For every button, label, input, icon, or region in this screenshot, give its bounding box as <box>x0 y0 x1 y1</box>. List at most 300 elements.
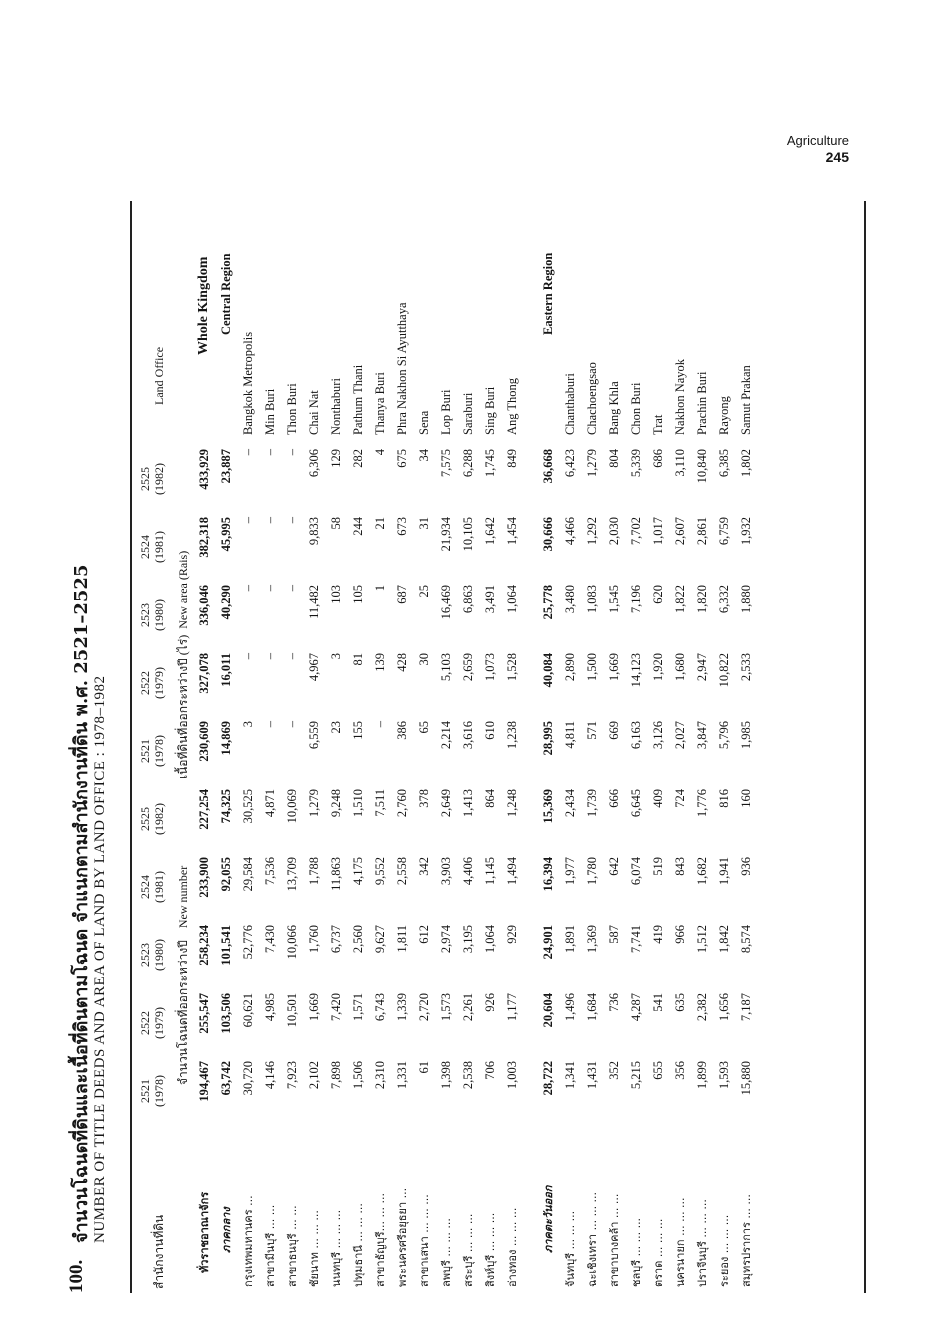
group-number-en: New number <box>176 865 190 929</box>
area-cell: 1,802 <box>738 449 753 478</box>
title-english: NUMBER OF TITLE DEEDS AND AREA OF LAND BY LAND OFFICE : 1978–1982 <box>92 675 108 1243</box>
area-cell: 3,110 <box>672 449 687 477</box>
deed-number-cell: 1,669 <box>306 993 321 1022</box>
deed-number-cell: 9,248 <box>328 789 343 818</box>
area-cell: 7,702 <box>628 517 643 546</box>
area-cell: 1,238 <box>504 721 519 750</box>
land-office-th: นนทบุรี ... ... ... <box>330 1209 343 1287</box>
deed-number-cell: 1,510 <box>350 789 365 818</box>
deed-number-cell: 1,571 <box>350 993 365 1022</box>
land-office-en: Ang Thong <box>504 377 519 435</box>
area-cell: – <box>262 653 277 660</box>
area-cell: 10,840 <box>694 449 709 484</box>
deed-number-cell: 1,398 <box>438 1061 453 1090</box>
deed-number-cell: 6,074 <box>628 857 643 886</box>
land-office-th: สาขาธนบุรี ... ... <box>286 1205 299 1287</box>
land-office-th: ภาคตะวันออก <box>542 1185 555 1253</box>
table-row <box>559 201 581 1293</box>
area-cell: 1,017 <box>650 517 665 546</box>
land-office-en: Chai Nat <box>306 390 321 435</box>
deed-number-cell: 1,656 <box>716 993 731 1022</box>
land-office-en: Nonthaburi <box>328 378 343 435</box>
header-year: 2523 (1980) <box>138 599 166 631</box>
area-cell: 6,163 <box>628 721 643 750</box>
deed-number-cell: 101,541 <box>218 925 233 966</box>
deed-number-cell: 258,234 <box>196 925 211 966</box>
area-cell: 5,339 <box>628 449 643 478</box>
deed-number-cell: 419 <box>650 925 665 944</box>
area-cell: 7,196 <box>628 585 643 614</box>
area-cell: 30 <box>416 653 431 666</box>
header-year: 2524 (1981) <box>138 871 166 903</box>
area-cell: 11,482 <box>306 585 321 619</box>
area-cell: 675 <box>394 449 409 468</box>
land-office-en: Chanthaburi <box>562 373 577 435</box>
deed-number-cell: 28,722 <box>540 1061 555 1096</box>
deed-number-cell: 936 <box>738 857 753 876</box>
deed-number-cell: 7,923 <box>284 1061 299 1090</box>
area-cell: 21,934 <box>438 517 453 552</box>
deed-number-cell: 60,621 <box>240 993 255 1028</box>
header-row-groups <box>166 201 193 1293</box>
title-deeds-table <box>134 201 757 1293</box>
table-row <box>237 201 259 1293</box>
area-cell: – <box>240 585 255 592</box>
area-cell: 23,887 <box>218 449 233 484</box>
deed-number-cell: 227,254 <box>196 789 211 830</box>
deed-number-cell: 7,430 <box>262 925 277 954</box>
deed-number-cell: 724 <box>672 789 687 808</box>
area-cell: 103 <box>328 585 343 604</box>
table-row <box>603 201 625 1293</box>
deed-number-cell: 2,974 <box>438 925 453 954</box>
deed-number-cell: 587 <box>606 925 621 944</box>
deed-number-cell: 1,496 <box>562 993 577 1022</box>
deed-number-cell: 1,891 <box>562 925 577 954</box>
area-cell: 386 <box>394 721 409 740</box>
group-number-header <box>166 785 193 1125</box>
deed-number-cell: 30,525 <box>240 789 255 824</box>
land-office-en: Trat <box>650 414 665 435</box>
deed-number-cell: 519 <box>650 857 665 876</box>
deed-number-cell: 1,431 <box>584 1061 599 1090</box>
table-row <box>691 201 713 1293</box>
area-cell: 23 <box>328 721 343 734</box>
area-cell: 45,995 <box>218 517 233 552</box>
area-cell: 7,575 <box>438 449 453 478</box>
area-cell: 1,454 <box>504 517 519 546</box>
deed-number-cell: 8,574 <box>738 925 753 954</box>
area-cell: 2,027 <box>672 721 687 750</box>
area-cell: 28,995 <box>540 721 555 756</box>
land-office-en: Pathum Thani <box>350 364 365 435</box>
land-office-en: Rayong <box>716 396 731 435</box>
land-office-th: ปราจีนบุรี ... ... ... <box>696 1199 709 1287</box>
deed-number-cell: 736 <box>606 993 621 1012</box>
area-cell: 1,642 <box>482 517 497 546</box>
land-office-th: พระนครศรีอยุธยา ... <box>396 1187 409 1287</box>
area-cell: – <box>240 517 255 524</box>
area-cell: 1,680 <box>672 653 687 682</box>
area-cell: 804 <box>606 449 621 468</box>
deed-number-cell: 1,780 <box>584 857 599 886</box>
land-office-th: ชัยนาท ... ... ... <box>308 1210 321 1287</box>
header-year: 2521 (1978) <box>138 1075 166 1107</box>
area-cell: 2,533 <box>738 653 753 682</box>
land-office-en: Central Region <box>218 253 233 335</box>
area-cell: 16,011 <box>218 653 233 687</box>
deed-number-cell: 63,742 <box>218 1061 233 1096</box>
header-land-office-en: Land Office <box>152 346 166 405</box>
land-office-th: นครนายก ... ... ... <box>674 1197 687 1287</box>
deed-number-cell: 1,977 <box>562 857 577 886</box>
table-row <box>647 201 669 1293</box>
area-cell: 3,616 <box>460 721 475 750</box>
area-cell: 1,073 <box>482 653 497 682</box>
area-cell: 610 <box>482 721 497 740</box>
area-cell: 1,820 <box>694 585 709 614</box>
page-corner <box>787 132 849 166</box>
deed-number-cell: 4,146 <box>262 1061 277 1090</box>
deed-number-cell: 1,760 <box>306 925 321 954</box>
area-cell: 105 <box>350 585 365 604</box>
area-cell: 139 <box>372 653 387 672</box>
land-office-en: Prachin Buri <box>694 371 709 435</box>
land-office-en: Sing Buri <box>482 386 497 435</box>
header-year: 2523 (1980) <box>138 939 166 971</box>
deed-number-cell: 1,064 <box>482 925 497 954</box>
deed-number-cell: 2,720 <box>416 993 431 1022</box>
area-cell: 1,279 <box>584 449 599 478</box>
area-cell: 36,668 <box>540 449 555 484</box>
land-office-en: Samut Prakan <box>738 365 753 435</box>
deed-number-cell: 926 <box>482 993 497 1012</box>
deed-number-cell: 1,682 <box>694 857 709 886</box>
area-cell: 40,290 <box>218 585 233 620</box>
land-office-th: สาขาธัญบุรี... ... ... <box>374 1192 387 1287</box>
land-office-en: Bang Khla <box>606 381 621 435</box>
deed-number-cell: 2,649 <box>438 789 453 818</box>
deed-number-cell: 1,331 <box>394 1061 409 1090</box>
deed-number-cell: 4,175 <box>350 857 365 886</box>
land-office-th: ทั่วราชอาณาจักร <box>198 1191 211 1273</box>
area-cell: 3 <box>240 721 255 728</box>
area-cell: 1,932 <box>738 517 753 546</box>
area-cell: 2,214 <box>438 721 453 750</box>
area-cell: 3 <box>328 653 343 660</box>
deed-number-cell: 1,279 <box>306 789 321 818</box>
area-cell: 155 <box>350 721 365 740</box>
deed-number-cell: 3,195 <box>460 925 475 954</box>
table-row <box>369 201 391 1293</box>
land-office-th: สาขาบางคล้า ... ... <box>608 1193 621 1287</box>
land-office-en: Bangkok Metropolis <box>240 331 255 435</box>
area-cell: 1,880 <box>738 585 753 614</box>
deed-number-cell: 1,739 <box>584 789 599 818</box>
deed-number-cell: 1,369 <box>584 925 599 954</box>
group-number-th: จำนวนโฉนดที่ออกระหว่างปี <box>176 940 190 1085</box>
group-area-header <box>166 445 193 785</box>
deed-number-cell: 2,434 <box>562 789 577 818</box>
deed-number-cell: 1,811 <box>394 925 409 953</box>
table-row <box>413 201 435 1293</box>
table-row <box>501 201 523 1293</box>
deed-number-cell: 15,880 <box>738 1061 753 1096</box>
deed-number-cell: 160 <box>738 789 753 808</box>
area-cell: 2,861 <box>694 517 709 546</box>
land-office-th: จันทบุรี ... ... ... <box>564 1210 577 1287</box>
area-cell: 849 <box>504 449 519 468</box>
deed-number-cell: 541 <box>650 993 665 1012</box>
deed-number-cell: 1,506 <box>350 1061 365 1090</box>
area-cell: 1,528 <box>504 653 519 682</box>
area-cell: 129 <box>328 449 343 468</box>
table-row <box>457 201 479 1293</box>
deed-number-cell: 1,248 <box>504 789 519 818</box>
deed-number-cell: 1,684 <box>584 993 599 1022</box>
area-cell: 1,745 <box>482 449 497 478</box>
land-office-th: สิงห์บุรี ... ... ... <box>484 1212 497 1287</box>
area-cell: 382,318 <box>196 517 211 558</box>
header-row-years <box>134 201 166 1293</box>
deed-number-cell: 1,512 <box>694 925 709 954</box>
area-cell: 6,559 <box>306 721 321 750</box>
area-cell: 34 <box>416 449 431 462</box>
deed-number-cell: 4,871 <box>262 789 277 818</box>
table-row <box>735 201 757 1293</box>
deed-number-cell: 5,215 <box>628 1061 643 1090</box>
land-office-th: สระบุรี ... ... ... <box>462 1213 475 1287</box>
table-row <box>215 201 237 1293</box>
table-title <box>66 201 118 1293</box>
deed-number-cell: 6,645 <box>628 789 643 818</box>
land-office-en: Whole Kingdom <box>196 256 211 355</box>
area-cell: 2,607 <box>672 517 687 546</box>
area-cell: 9,833 <box>306 517 321 546</box>
area-cell: 6,288 <box>460 449 475 478</box>
area-cell: – <box>284 653 299 660</box>
deed-number-cell: 7,420 <box>328 993 343 1022</box>
area-cell: – <box>262 721 277 728</box>
table-row <box>193 201 215 1293</box>
deed-number-cell: 1,341 <box>562 1061 577 1090</box>
land-office-th: สาขามีนบุรี ... ... <box>264 1204 277 1287</box>
deed-number-cell: 706 <box>482 1061 497 1080</box>
table-row <box>713 201 735 1293</box>
area-cell: 428 <box>394 653 409 672</box>
deed-number-cell: 409 <box>650 789 665 808</box>
land-office-en: Phra Nakhon Si Ayutthaya <box>394 302 409 435</box>
table-row <box>669 201 691 1293</box>
area-cell: – <box>284 585 299 592</box>
area-cell: 10,822 <box>716 653 731 688</box>
area-cell: – <box>284 449 299 456</box>
area-cell: 2,659 <box>460 653 475 682</box>
table-row <box>581 201 603 1293</box>
deed-number-cell: 356 <box>672 1061 687 1080</box>
deed-number-cell: 1,941 <box>716 857 731 886</box>
area-cell: 16,469 <box>438 585 453 620</box>
deed-number-cell: 1,413 <box>460 789 475 818</box>
deed-number-cell: 816 <box>716 789 731 808</box>
deed-number-cell: 30,720 <box>240 1061 255 1096</box>
deed-number-cell: 2,310 <box>372 1061 387 1090</box>
deed-number-cell: 2,102 <box>306 1061 321 1090</box>
page-number: 245 <box>825 149 849 165</box>
header-year: 2522 (1979) <box>138 1007 166 1039</box>
deed-number-cell: 7,741 <box>628 925 643 954</box>
area-cell: 6,863 <box>460 585 475 614</box>
area-cell: – <box>240 653 255 660</box>
area-cell: 58 <box>328 517 343 530</box>
deed-number-cell: 352 <box>606 1061 621 1080</box>
deed-number-cell: 1,593 <box>716 1061 731 1090</box>
area-cell: – <box>262 449 277 456</box>
area-cell: 14,123 <box>628 653 643 688</box>
table-row <box>479 201 501 1293</box>
area-cell: 669 <box>606 721 621 740</box>
deed-number-cell: 1,899 <box>694 1061 709 1090</box>
land-office-en: Chachoengsao <box>584 362 599 435</box>
table-row <box>391 201 413 1293</box>
land-office-th: ภาคกลาง <box>220 1207 233 1253</box>
deed-number-cell: 342 <box>416 857 431 876</box>
deed-number-cell: 52,776 <box>240 925 255 960</box>
area-cell: 1,545 <box>606 585 621 614</box>
area-cell: – <box>262 585 277 592</box>
table-row <box>625 201 647 1293</box>
deed-number-cell: 2,538 <box>460 1061 475 1090</box>
deed-number-cell: 7,536 <box>262 857 277 886</box>
area-cell: 230,609 <box>196 721 211 762</box>
top-rule <box>130 201 132 1293</box>
area-cell: 4,811 <box>562 721 577 749</box>
area-cell: 5,796 <box>716 721 731 750</box>
deed-number-cell: 635 <box>672 993 687 1012</box>
header-year: 2524 (1981) <box>138 531 166 563</box>
table-body <box>193 201 757 1293</box>
deed-number-cell: 9,627 <box>372 925 387 954</box>
land-office-en: Min Buri <box>262 388 277 435</box>
deed-number-cell: 15,369 <box>540 789 555 824</box>
deed-number-cell: 843 <box>672 857 687 876</box>
land-office-en: Thanya Buri <box>372 372 387 435</box>
area-cell: 1,064 <box>504 585 519 614</box>
land-office-en: Saraburi <box>460 392 475 435</box>
area-cell: 4,466 <box>562 517 577 546</box>
area-cell: 65 <box>416 721 431 734</box>
area-cell: 81 <box>350 653 365 666</box>
area-cell: 10,105 <box>460 517 475 552</box>
table-row <box>259 201 281 1293</box>
deed-number-cell: 6,737 <box>328 925 343 954</box>
area-cell: 1,500 <box>584 653 599 682</box>
deed-number-cell: 74,325 <box>218 789 233 824</box>
land-office-th: สาขาเสนา ... ... ... <box>418 1194 431 1287</box>
deed-number-cell: 10,501 <box>284 993 299 1028</box>
deed-number-cell: 11,863 <box>328 857 343 891</box>
deed-number-cell: 2,560 <box>350 925 365 954</box>
area-cell: – <box>284 517 299 524</box>
deed-number-cell: 4,985 <box>262 993 277 1022</box>
table-row <box>347 201 369 1293</box>
area-cell: 2,890 <box>562 653 577 682</box>
area-cell: 571 <box>584 721 599 740</box>
deed-number-cell: 16,394 <box>540 857 555 892</box>
deed-number-cell: 1,494 <box>504 857 519 886</box>
rotated-table-sheet <box>66 201 866 1293</box>
deed-number-cell: 378 <box>416 789 431 808</box>
land-office-th: สมุทรปราการ ... ... <box>740 1194 753 1287</box>
area-cell: 1,822 <box>672 585 687 614</box>
deed-number-cell: 194,467 <box>196 1061 211 1102</box>
deed-number-cell: 233,900 <box>196 857 211 898</box>
section-label: Agriculture <box>786 133 849 148</box>
deed-number-cell: 1,776 <box>694 789 709 818</box>
deed-number-cell: 966 <box>672 925 687 944</box>
deed-number-cell: 6,743 <box>372 993 387 1022</box>
area-cell: 244 <box>350 517 365 536</box>
area-cell: 6,759 <box>716 517 731 546</box>
area-cell: 5,103 <box>438 653 453 682</box>
header-year: 2522 (1979) <box>138 667 166 699</box>
area-cell: – <box>284 721 299 728</box>
area-cell: 433,929 <box>196 449 211 490</box>
area-cell: 6,385 <box>716 449 731 478</box>
group-area-en: New area (Rais) <box>176 550 190 629</box>
area-cell: 25,778 <box>540 585 555 620</box>
area-cell: 40,084 <box>540 653 555 688</box>
deed-number-cell: 1,177 <box>504 993 519 1022</box>
area-cell: 673 <box>394 517 409 536</box>
header-year: 2521 (1978) <box>138 735 166 767</box>
area-cell: 4,967 <box>306 653 321 682</box>
area-cell: 14,869 <box>218 721 233 756</box>
deed-number-cell: 3,903 <box>438 857 453 886</box>
spacer-row <box>523 201 537 1293</box>
deed-number-cell: 29,584 <box>240 857 255 892</box>
header-year: 2525 (1982) <box>138 803 166 835</box>
deed-number-cell: 1,842 <box>716 925 731 954</box>
area-cell: 327,078 <box>196 653 211 694</box>
deed-number-cell: 255,547 <box>196 993 211 1034</box>
deed-number-cell: 10,069 <box>284 789 299 824</box>
deed-number-cell: 1,788 <box>306 857 321 886</box>
area-cell: 3,491 <box>482 585 497 614</box>
deed-number-cell: 9,552 <box>372 857 387 886</box>
area-cell: 2,947 <box>694 653 709 682</box>
area-cell: 282 <box>350 449 365 468</box>
land-office-th: ลพบุรี ... ... ... <box>440 1218 453 1287</box>
deed-number-cell: 4,287 <box>628 993 643 1022</box>
area-cell: 1,292 <box>584 517 599 546</box>
table-row <box>435 201 457 1293</box>
deed-number-cell: 103,506 <box>218 993 233 1034</box>
table-number: 100. <box>66 1259 87 1293</box>
area-cell: 6,423 <box>562 449 577 478</box>
deed-number-cell: 13,709 <box>284 857 299 892</box>
deed-number-cell: 20,604 <box>540 993 555 1028</box>
area-cell: 1,083 <box>584 585 599 614</box>
area-cell: 3,480 <box>562 585 577 614</box>
deed-number-cell: 2,760 <box>394 789 409 818</box>
header-land-office-th: สำนักงานที่ดิน <box>152 1214 166 1289</box>
table-row <box>325 201 347 1293</box>
area-cell: 30,666 <box>540 517 555 552</box>
land-office-en: Nakhon Nayok <box>672 358 687 435</box>
land-office-en: Eastern Region <box>540 252 555 335</box>
land-office-th: ฉะเชิงเทรา ... ... ... <box>586 1191 599 1287</box>
